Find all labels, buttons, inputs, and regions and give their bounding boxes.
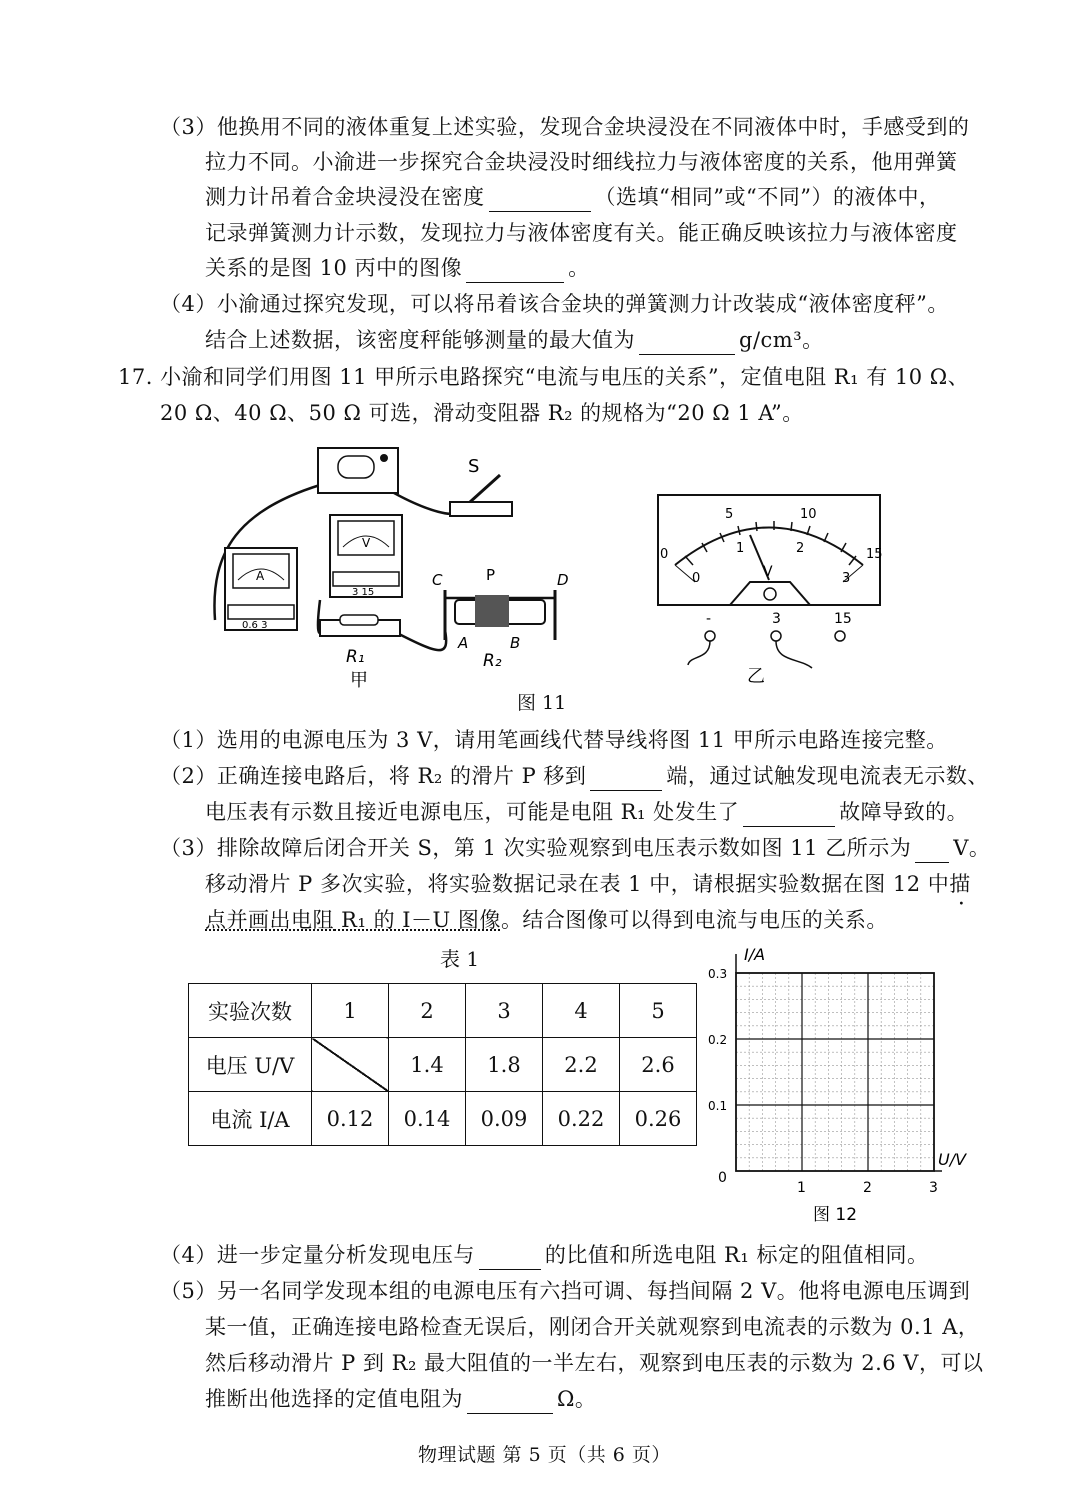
x-tick-2: 2 bbox=[863, 1180, 872, 1196]
dial-top-5: 5 bbox=[725, 507, 734, 522]
table-cell: 电压 U/V bbox=[189, 1038, 312, 1092]
figure-11-caption: 图 11 bbox=[517, 692, 567, 714]
q16-p3-line3 bbox=[205, 182, 940, 212]
q16-p3-line5-end: 。 bbox=[568, 256, 590, 280]
y-tick-0.1: 0.1 bbox=[708, 1099, 728, 1113]
q17-p5-unit: Ω。 bbox=[557, 1387, 597, 1411]
x-axis-label: U/V bbox=[938, 1150, 967, 1169]
voltmeter-terminals: 3 15 bbox=[352, 587, 375, 598]
q16-p3-line5-text: 关系的是图 10 丙中的图像 bbox=[205, 256, 463, 280]
terminal-c-label: C bbox=[432, 571, 443, 589]
dial-top-15: 15 bbox=[866, 547, 883, 562]
dial-top-10: 10 bbox=[800, 507, 817, 522]
rheostat-r2 bbox=[432, 566, 569, 671]
q17-stem-line2: 20 Ω、40 Ω、50 Ω 可选，滑动变阻器 R₂ 的规格为“20 Ω 1 A”。 bbox=[160, 401, 804, 425]
ammeter bbox=[225, 548, 297, 631]
answer-blank-density[interactable] bbox=[489, 189, 591, 212]
q16-p3-line3-text2: （选填“相同”或“不同”）的液体中， bbox=[594, 185, 941, 209]
q17-p3-line2 bbox=[205, 869, 971, 899]
q17-p4-text2: 的比值和所选电阻 R₁ 标定的阻值相同。 bbox=[544, 1243, 929, 1267]
q17-p4 bbox=[160, 1240, 928, 1270]
power-supply bbox=[318, 448, 398, 493]
q16-p3-line4: 记录弹簧测力计示数，发现拉力与液体密度有关。能正确反映该拉力与液体密度 bbox=[205, 221, 958, 245]
figure-11-voltmeter-dial bbox=[650, 490, 890, 690]
terminal-d-label: D bbox=[557, 571, 569, 589]
page-footer: 物理试题 第 5 页（共 6 页） bbox=[418, 1444, 671, 1466]
table-cell: 1.4 bbox=[389, 1038, 466, 1092]
q16-p4-line2 bbox=[205, 325, 824, 355]
q17-p3-unit: V。 bbox=[953, 836, 991, 860]
dial-bottom-0: 0 bbox=[692, 571, 701, 586]
table-cell-slash bbox=[312, 1038, 389, 1092]
answer-blank-max-density[interactable] bbox=[639, 332, 735, 355]
q17-p2-text2: 端，通过试触发现电流表无示数、 bbox=[666, 764, 989, 788]
q16-p3-line1: （3）他换用不同的液体重复上述实验，发现合金块浸没在不同液体中时，手感受到的 bbox=[160, 115, 970, 139]
terminal-minus-label: - bbox=[706, 611, 712, 627]
x-tick-1: 1 bbox=[797, 1180, 806, 1196]
figure-12-caption: 图 12 bbox=[813, 1205, 858, 1225]
table-cell: 0.09 bbox=[466, 1092, 543, 1146]
table-cell: 1 bbox=[312, 984, 389, 1038]
table-row-header bbox=[189, 984, 697, 1038]
table-row-current bbox=[189, 1092, 697, 1146]
table-1-caption: 表 1 bbox=[440, 947, 480, 971]
table-cell: 1.8 bbox=[466, 1038, 543, 1092]
table-cell: 5 bbox=[620, 984, 697, 1038]
x-tick-3: 3 bbox=[929, 1180, 938, 1196]
terminal-3-label: 3 bbox=[772, 611, 781, 627]
terminal-3[interactable] bbox=[771, 631, 781, 641]
q16-p4-line1: （4）小渝通过探究发现，可以将吊着该合金块的弹簧测力计改装成“液体密度秤”。 bbox=[160, 292, 949, 316]
table-cell: 0.22 bbox=[543, 1092, 620, 1146]
dial-top-0: 0 bbox=[660, 547, 669, 562]
table-cell: 实验次数 bbox=[189, 984, 312, 1038]
q17-p5-line4 bbox=[205, 1384, 596, 1414]
q17-p2-line1 bbox=[160, 761, 989, 791]
table-cell: 0.12 bbox=[312, 1092, 389, 1146]
figure-jia-label: 甲 bbox=[350, 670, 368, 691]
table-cell: 3 bbox=[466, 984, 543, 1038]
terminal-15[interactable] bbox=[835, 631, 845, 641]
dial-bottom-1: 1 bbox=[736, 541, 745, 556]
terminal-minus[interactable] bbox=[705, 631, 715, 641]
q16-p3-line5 bbox=[205, 253, 590, 283]
voltmeter-label: V bbox=[362, 536, 371, 550]
q16-p3-line2: 拉力不同。小渝进一步探究合金块浸没时细线拉力与液体密度的关系，他用弹簧 bbox=[205, 150, 958, 174]
q16-p4-line2-unit: g/cm³。 bbox=[739, 328, 824, 352]
q17-stem-line1: 17. 小渝和同学们用图 11 甲所示电路探究“电流与电压的关系”，定值电阻 R₁ 有 10 Ω、 bbox=[118, 365, 970, 389]
q17-p3-line3 bbox=[205, 905, 888, 935]
q17-p5-line2: 某一值，正确连接电路检查无误后，刚闭合开关就观察到电流表的示数为 0.1 A， bbox=[205, 1315, 980, 1339]
answer-blank-ratio[interactable] bbox=[479, 1247, 541, 1270]
table-cell: 电流 I/A bbox=[189, 1092, 312, 1146]
slider-p-label: P bbox=[486, 566, 496, 584]
wire-r1-slider bbox=[395, 630, 446, 650]
switch-s bbox=[450, 456, 512, 516]
q17-p5-line1: （5）另一名同学发现本组的电源电压有六挡可调、每挡间隔 2 V。他将电源电压调到 bbox=[160, 1279, 971, 1303]
table-row-voltage bbox=[189, 1038, 697, 1092]
y-tick-0.2: 0.2 bbox=[708, 1033, 728, 1047]
q17-p2-text: （2）正确连接电路后，将 R₂ 的滑片 P 移到 bbox=[160, 764, 587, 788]
dial-unit-label: V bbox=[763, 564, 773, 580]
q17-p1: （1）选用的电源电压为 3 V，请用笔画线代替导线将图 11 甲所示电路连接完整。 bbox=[160, 728, 948, 752]
table-1 bbox=[188, 983, 697, 1146]
answer-blank-slider-end[interactable] bbox=[590, 768, 662, 791]
q17-p3-line1 bbox=[160, 833, 990, 863]
q17-p3-line2-text: 移动滑片 P 多次实验，将实验数据记录在表 1 中，请根据实验数据在图 12 中 bbox=[205, 872, 950, 896]
q17-p5-line4-text: 推断出他选择的定值电阻为 bbox=[205, 1387, 463, 1411]
figure-11-circuit bbox=[200, 440, 590, 695]
table-cell: 0.26 bbox=[620, 1092, 697, 1146]
y-tick-0.3: 0.3 bbox=[708, 967, 728, 981]
table-cell: 2.2 bbox=[543, 1038, 620, 1092]
table-cell: 2.6 bbox=[620, 1038, 697, 1092]
terminal-15-label: 15 bbox=[834, 611, 852, 627]
r1-label: R₁ bbox=[346, 647, 365, 667]
grid-frame bbox=[736, 973, 934, 1171]
answer-blank-graph[interactable] bbox=[466, 260, 564, 283]
table-cell: 0.14 bbox=[389, 1092, 466, 1146]
r2-label: R₂ bbox=[483, 651, 502, 671]
ammeter-terminals: 0.6 3 bbox=[242, 620, 268, 631]
ammeter-label: A bbox=[256, 569, 265, 583]
dial-bottom-2: 2 bbox=[796, 541, 805, 556]
switch-label: S bbox=[468, 456, 480, 477]
q17-p2-line2-text: 电压表有示数且接近电源电压，可能是电阻 R₁ 处发生了 bbox=[205, 800, 740, 824]
dial-bottom-3: 3 bbox=[842, 571, 851, 586]
q17-p4-text: （4）进一步定量分析发现电压与 bbox=[160, 1243, 475, 1267]
terminal-b-label: B bbox=[510, 634, 521, 652]
q17-p2-line2-end: 故障导致的。 bbox=[839, 800, 969, 824]
q17-p3-line3-text: 。结合图像可以得到电流与电压的关系。 bbox=[500, 908, 888, 932]
answer-blank-voltage[interactable] bbox=[915, 840, 949, 863]
q17-p3-line2-emph: 描 bbox=[949, 872, 971, 896]
q17-p3-line3-emph: 点并画出电阻 bbox=[205, 908, 334, 932]
y-axis-label: I/A bbox=[744, 945, 766, 964]
terminal-a-label: A bbox=[458, 634, 469, 652]
table-cell: 2 bbox=[389, 984, 466, 1038]
answer-blank-resistance[interactable] bbox=[467, 1391, 553, 1414]
resistor-r1 bbox=[320, 615, 400, 691]
q17-p2-line2 bbox=[205, 797, 968, 827]
voltmeter bbox=[330, 515, 402, 598]
q16-p3-line3-text: 测力计吊着合金块浸没在密度 bbox=[205, 185, 485, 209]
origin-label: 0 bbox=[718, 1170, 727, 1186]
q16-p4-line2-text: 结合上述数据，该密度秤能够测量的最大值为 bbox=[205, 328, 635, 352]
q17-p5-line3: 然后移动滑片 P 到 R₂ 最大阻值的一半左右，观察到电压表的示数为 2.6 V，可以 bbox=[205, 1351, 984, 1375]
figure-yi-label: 乙 bbox=[747, 666, 765, 687]
figure-12-grid[interactable] bbox=[700, 940, 990, 1230]
q17-p3-text: （3）排除故障后闭合开关 S，第 1 次实验观察到电压表示数如图 11 乙所示为 bbox=[160, 836, 912, 860]
table-cell: 4 bbox=[543, 984, 620, 1038]
answer-blank-fault[interactable] bbox=[743, 804, 835, 827]
q17-p3-line3-emph2: R₁ 的 I－U 图像 bbox=[334, 908, 501, 932]
